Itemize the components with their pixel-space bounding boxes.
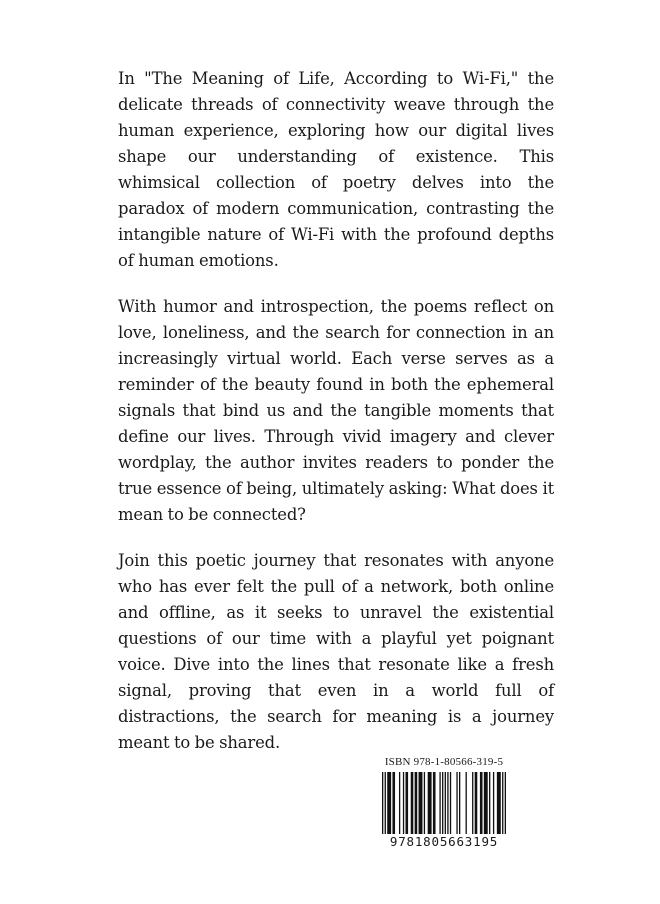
barcode-bar bbox=[403, 772, 404, 834]
barcode-bar bbox=[411, 772, 414, 834]
barcode-bars bbox=[382, 772, 506, 834]
blurb-paragraph-1: In "The Meaning of Life, According to Wi-Fi," the delicate threads of connectivity weave through the human experience, exploring how our digital lives shape our understanding of existence. This whimsical collection of poetry delves into the paradox of modern communication, contrasting the intangible nature of Wi-Fi with the profound depths of human emotions. bbox=[118, 69, 554, 270]
barcode-bar bbox=[459, 772, 460, 834]
barcode-bar bbox=[480, 772, 483, 834]
barcode-bar bbox=[424, 772, 425, 834]
barcode-bar bbox=[385, 772, 386, 834]
barcode-bar bbox=[392, 772, 395, 834]
isbn-label: ISBN 978-1-80566-319-5 bbox=[384, 756, 504, 768]
barcode-bar bbox=[433, 772, 436, 834]
barcode-bar bbox=[466, 772, 467, 834]
barcode-bar bbox=[419, 772, 423, 834]
barcode-bar bbox=[428, 772, 432, 834]
isbn-barcode bbox=[382, 756, 506, 849]
barcode-bar bbox=[439, 772, 440, 834]
blurb-paragraph-3: Join this poetic journey that resonates with anyone who has ever felt the pull of a network, both online and offline, as it seeks to unravel the existential questions of our time with a playful yet poignant voice. Dive into the lines that resonate like a fresh signal, proving that even in a world full of distractions, the search for meaning is a journey meant to be shared. bbox=[118, 551, 554, 752]
barcode-bar bbox=[415, 772, 418, 834]
barcode-bar bbox=[502, 772, 503, 834]
barcode-bar bbox=[472, 772, 473, 834]
barcode-bar bbox=[475, 772, 478, 834]
barcode-bar bbox=[442, 772, 443, 834]
barcode-bar bbox=[405, 772, 408, 834]
back-cover-blurb bbox=[118, 66, 554, 776]
blurb-paragraph-2: With humor and introspection, the poems reflect on love, loneliness, and the search for connection in an increasingly virtual world. Each verse serves as a reminder of the beauty found in both the ephemeral signals that bind us and the tangible moments that define our lives. Through vivid imagery and clever wordplay, the author invites readers to ponder the true essence of being, ultimately asking: What does it mean to be connected? bbox=[118, 297, 554, 524]
barcode-bar bbox=[445, 772, 446, 834]
barcode-bar bbox=[489, 772, 490, 834]
barcode-bar bbox=[382, 772, 383, 834]
barcode-bar bbox=[447, 772, 448, 834]
barcode-bar bbox=[387, 772, 391, 834]
barcode-bar bbox=[505, 772, 506, 834]
barcode-bar bbox=[484, 772, 488, 834]
barcode-bar bbox=[450, 772, 451, 834]
barcode-bar bbox=[493, 772, 494, 834]
barcode-bar bbox=[399, 772, 400, 834]
ean-digits: 9781805663195 bbox=[389, 834, 499, 849]
barcode-bar bbox=[456, 772, 457, 834]
barcode-bar bbox=[497, 772, 501, 834]
